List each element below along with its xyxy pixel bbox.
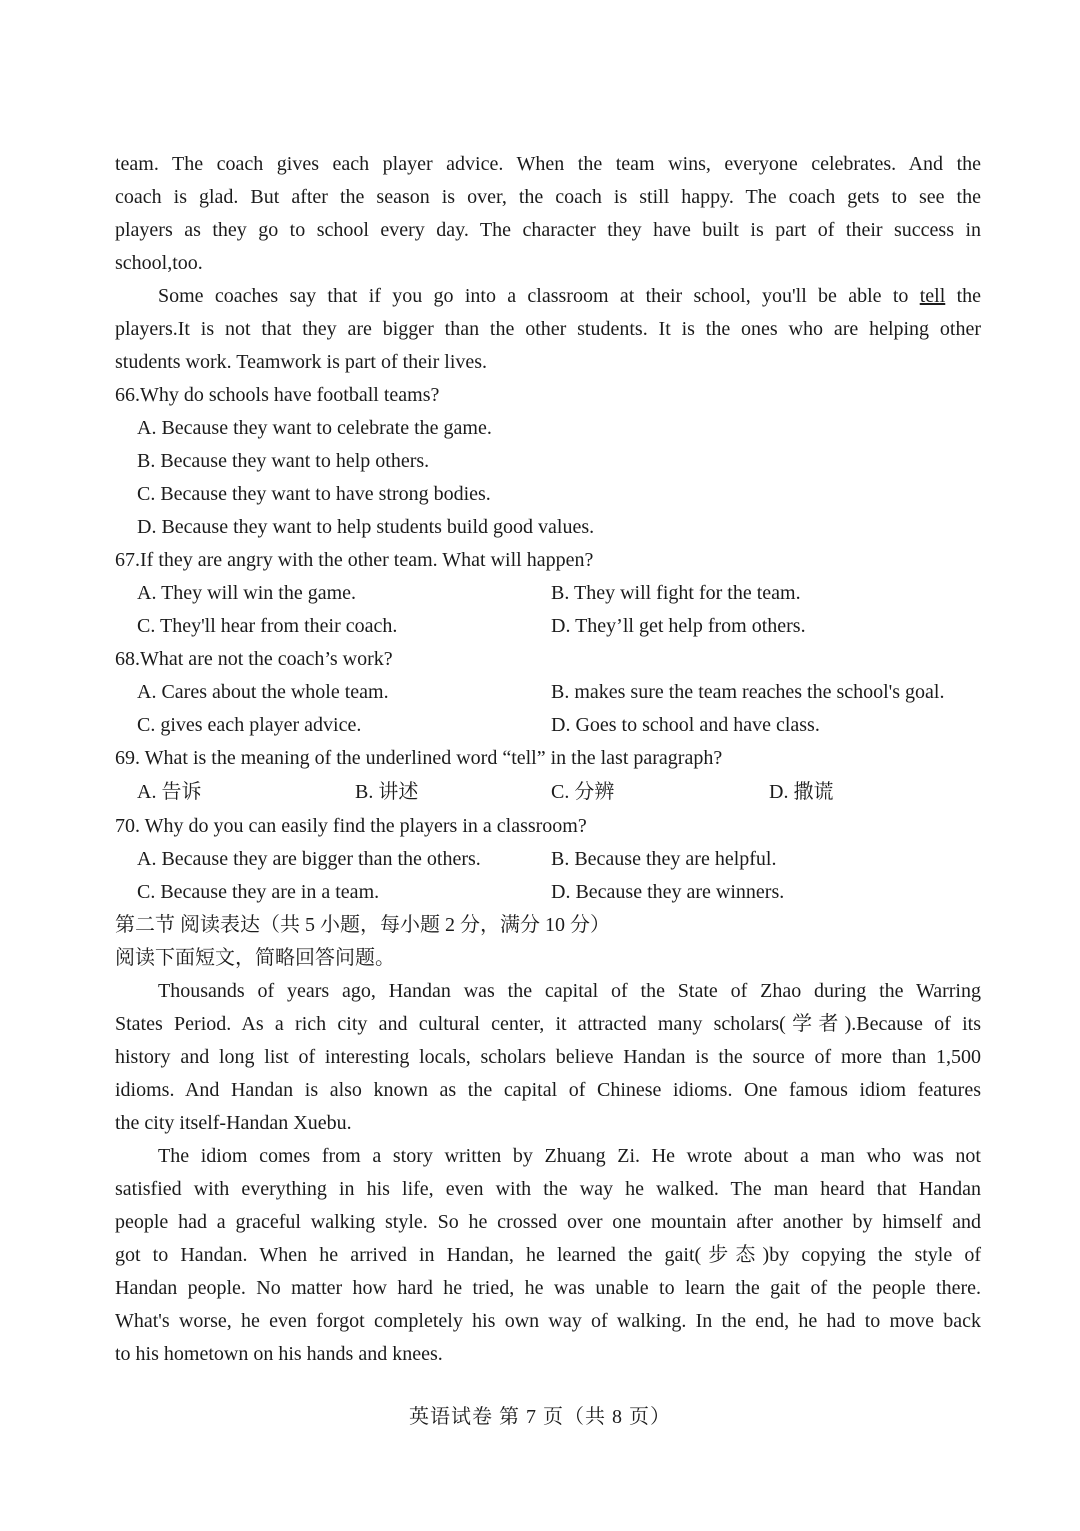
passage-line: coach is glad. But after the season is over, the coach is still happy. The coach gets to see the xyxy=(115,186,981,208)
section-title: 第二节 阅读表达（共 5 小题，每小题 2 分，满分 10 分） xyxy=(115,914,610,936)
passage-text: the xyxy=(945,285,982,307)
option: D. Because they want to help students build good values. xyxy=(137,516,595,538)
option: C. 分辨 xyxy=(551,781,615,803)
option: A. Because they are bigger than the others. xyxy=(137,848,481,870)
passage-line: players as they go to school every day. The character they have built is part of their success in xyxy=(115,219,981,241)
option: A. Cares about the whole team. xyxy=(137,681,389,703)
option: B. They will fight for the team. xyxy=(551,582,801,604)
option: D. Because they are winners. xyxy=(551,881,785,903)
passage-line: school,too. xyxy=(115,252,203,274)
option: A. Because they want to celebrate the game. xyxy=(137,417,492,439)
option: B. Because they want to help others. xyxy=(137,450,430,472)
passage-line: idioms. And Handan is also known as the capital of Chinese idioms. One famous idiom features xyxy=(115,1079,981,1101)
question-stem: 66.Why do schools have football teams? xyxy=(115,384,440,406)
question-stem: 67.If they are angry with the other team. What will happen? xyxy=(115,549,594,571)
section-instruction: 阅读下面短文，简略回答问题。 xyxy=(115,947,395,969)
option: A. 告诉 xyxy=(137,781,202,803)
passage-line: States Period. As a rich city and cultural center, it attracted many scholars(学者).Because of its xyxy=(115,1013,981,1035)
question-stem: 69. What is the meaning of the underlined word “tell” in the last paragraph? xyxy=(115,747,723,769)
passage-line xyxy=(158,280,981,313)
passage-line: the city itself-Handan Xuebu. xyxy=(115,1112,352,1134)
option: C. gives each player advice. xyxy=(137,714,362,736)
passage-line: students work. Teamwork is part of their lives. xyxy=(115,351,488,373)
option: B. 讲述 xyxy=(355,781,419,803)
passage-line: players.It is not that they are bigger than the other students. It is the ones who are helping other xyxy=(115,318,981,340)
option: C. Because they want to have strong bodies. xyxy=(137,483,491,505)
option: A. They will win the game. xyxy=(137,582,357,604)
option: B. Because they are helpful. xyxy=(551,848,777,870)
question-stem: 70. Why do you can easily find the players in a classroom? xyxy=(115,815,587,837)
passage-line: What's worse, he even forgot completely his own way of walking. In the end, he had to move back xyxy=(115,1310,981,1332)
passage-line: satisfied with everything in his life, even with the way he walked. The man heard that Handan xyxy=(115,1178,981,1200)
passage-line: Handan people. No matter how hard he tried, he was unable to learn the gait of the people there. xyxy=(115,1277,981,1299)
option: D. 撒谎 xyxy=(769,781,834,803)
underlined-word: tell xyxy=(919,285,946,307)
option: B. makes sure the team reaches the school's goal. xyxy=(551,681,945,703)
passage-line: to his hometown on his hands and knees. xyxy=(115,1343,443,1365)
passage-line: team. The coach gives each player advice. When the team wins, everyone celebrates. And the xyxy=(115,153,981,175)
option: D. Goes to school and have class. xyxy=(551,714,820,736)
passage-line: history and long list of interesting locals, scholars believe Handan is the source of more than 1,500 xyxy=(115,1046,981,1068)
option: C. Because they are in a team. xyxy=(137,881,380,903)
passage-line: got to Handan. When he arrived in Handan, he learned the gait(步态)by copying the style of xyxy=(115,1244,981,1266)
passage-line: Thousands of years ago, Handan was the capital of the State of Zhao during the Warring xyxy=(158,980,981,1002)
passage-text: Some coaches say that if you go into a classroom at their school, you'll be able to xyxy=(158,285,920,307)
option: C. They'll hear from their coach. xyxy=(137,615,398,637)
passage-line: people had a graceful walking style. So he crossed over one mountain after another by himself and xyxy=(115,1211,981,1233)
question-stem: 68.What are not the coach’s work? xyxy=(115,648,393,670)
option: D. They’ll get help from others. xyxy=(551,615,806,637)
page-footer: 英语试卷 第 7 页（共 8 页） xyxy=(409,1406,671,1428)
passage-line: The idiom comes from a story written by Zhuang Zi. He wrote about a man who was not xyxy=(158,1145,981,1167)
